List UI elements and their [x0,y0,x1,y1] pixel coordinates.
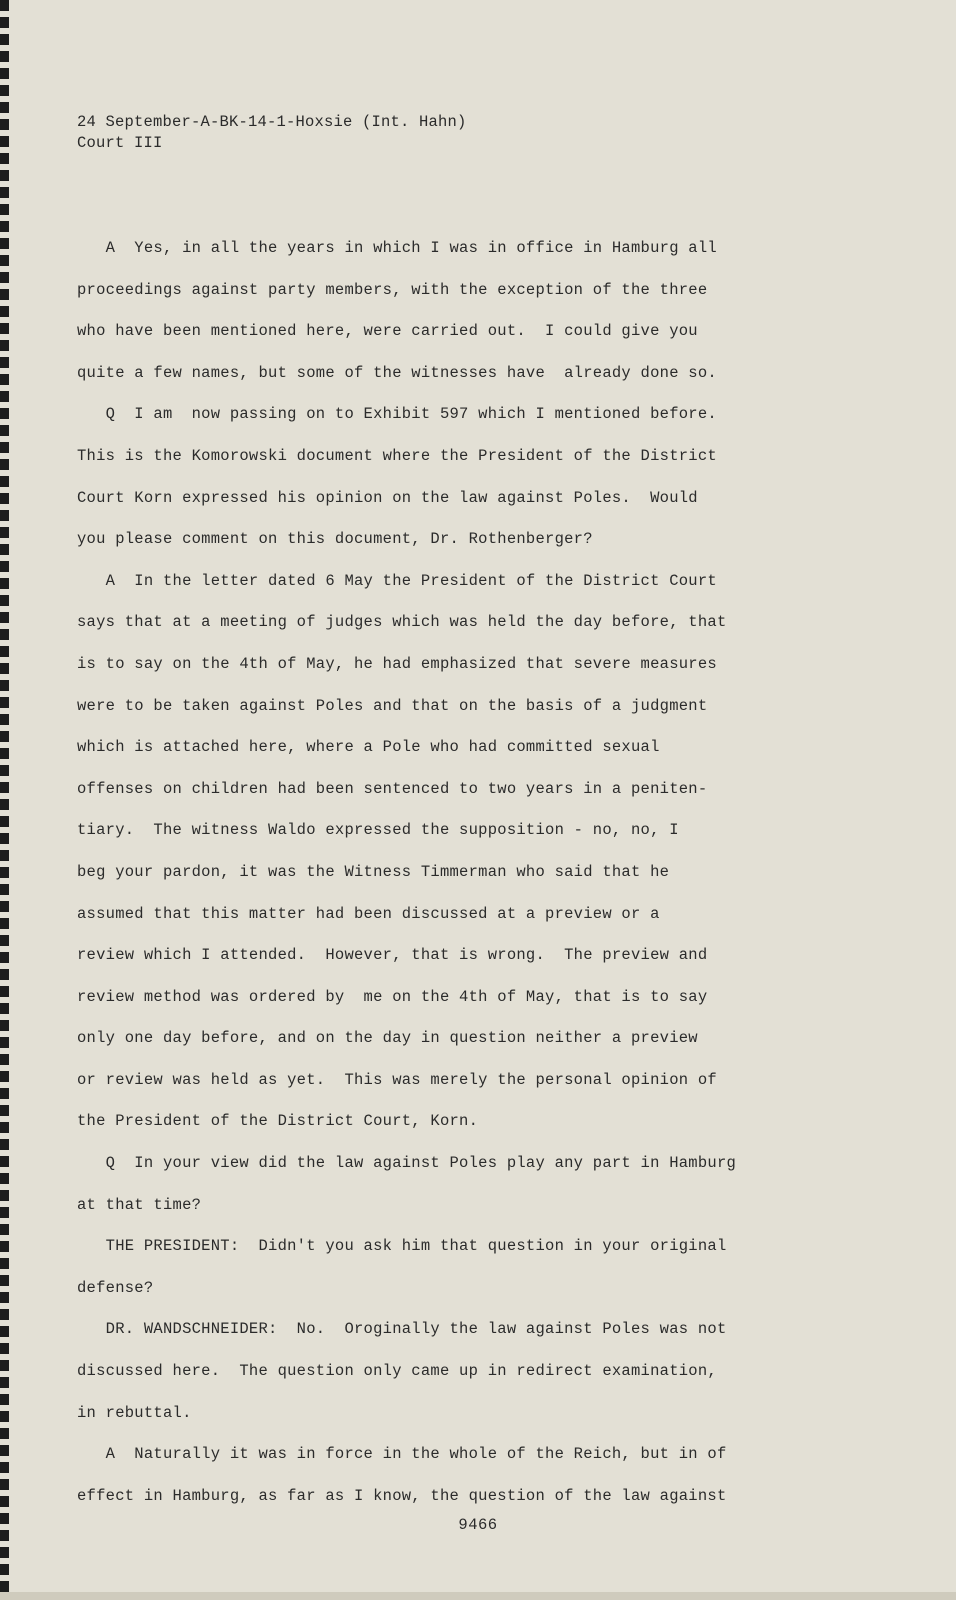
transcript-line: assumed that this matter had been discussed at a preview or a [77,904,660,923]
transcript-line: Q I am now passing on to Exhibit 597 which I mentioned before. [77,405,717,424]
transcript-line: Q In your view did the law against Poles play any part in Hamburg [77,1154,737,1173]
page-bottom-edge [0,1592,956,1600]
transcript-line: DR. WANDSCHNEIDER: No. Oroginally the law against Poles was not [77,1320,727,1339]
transcript-line: the President of the District Court, Korn. [77,1112,479,1131]
transcript-line: is to say on the 4th of May, he had emphasized that severe measures [77,654,717,673]
transcript-line: quite a few names, but some of the witnesses have already done so. [77,363,717,382]
transcript-line: or review was held as yet. This was merely the personal opinion of [77,1070,717,1089]
transcript-line: at that time? [77,1195,202,1214]
transcript-body [77,236,797,1525]
transcript-line: in rebuttal. [77,1403,192,1422]
transcript-line: proceedings against party members, with the exception of the three [77,280,708,299]
transcript-line: only one day before, and on the day in question neither a preview [77,1029,698,1048]
transcript-line: says that at a meeting of judges which was held the day before, that [77,613,727,632]
transcript-line: which is attached here, where a Pole who had committed sexual [77,738,660,757]
transcript-line: effect in Hamburg, as far as I know, the question of the law against [77,1486,727,1505]
transcript-line: A Naturally it was in force in the whole of the Reich, but in of [77,1445,727,1464]
transcript-line: you please comment on this document, Dr. Rothenberger? [77,530,593,549]
transcript-line: tiary. The witness Waldo expressed the supposition - no, no, I [77,821,679,840]
transcript-line: Court Korn expressed his opinion on the law against Poles. Would [77,488,698,507]
transcript-line: were to be taken against Poles and that on the basis of a judgment [77,696,708,715]
transcript-line: who have been mentioned here, were carried out. I could give you [77,322,698,341]
page-number: 9466 [458,1516,498,1534]
transcript-line: This is the Komorowski document where the President of the District [77,446,717,465]
transcript-line: A Yes, in all the years in which I was in office in Hamburg all [77,239,717,257]
transcript-line: beg your pardon, it was the Witness Timmerman who said that he [77,862,670,881]
transcript-line: offenses on children had been sentenced to two years in a peniten- [77,779,708,798]
header-reference: 24 September-A-BK-14-1-Hoxsie (Int. Hahn) [77,113,467,131]
header-court: Court III [77,134,163,152]
transcript-line: A In the letter dated 6 May the President of the District Court [77,571,717,590]
transcript-line: THE PRESIDENT: Didn't you ask him that question in your original [77,1237,727,1256]
transcript-line: review method was ordered by me on the 4th of May, that is to say [77,987,708,1006]
transcript-line: review which I attended. However, that is wrong. The preview and [77,946,708,965]
transcript-line: defense? [77,1278,154,1297]
transcript-line: discussed here. The question only came up in redirect examination, [77,1362,717,1381]
document-header [77,112,467,154]
binding-edge [0,0,9,1600]
